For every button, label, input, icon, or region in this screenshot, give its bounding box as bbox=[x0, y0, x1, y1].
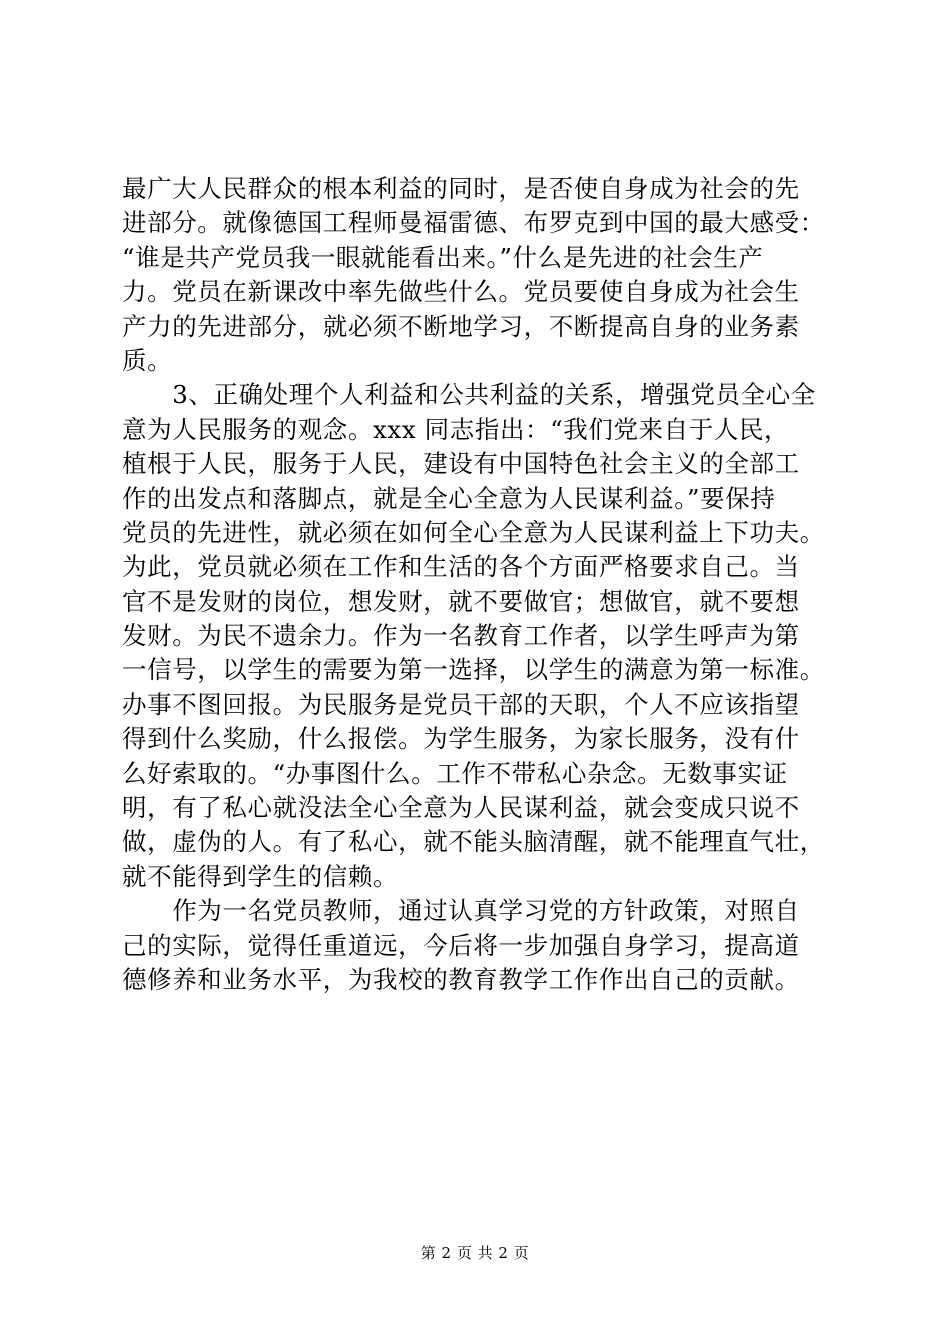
text-line: 就不能得到学生的信赖。 bbox=[122, 861, 399, 891]
text-line: 最广大人民群众的根本利益的同时，是否使自身成为社会的先 bbox=[122, 174, 800, 203]
text-line: 己的实际，觉得任重道远，今后将一步加强自身学习，提高道 bbox=[122, 930, 800, 960]
text-line: “谁是共产党员我一眼就能看出来。”什么是先进的社会生产 bbox=[122, 242, 764, 272]
text-line: 办事不图回报。为民服务是党员干部的天职，个人不应该指望 bbox=[122, 689, 800, 719]
text-line: 官不是发财的岗位，想发财，就不要做官；想做官，就不要想 bbox=[122, 586, 800, 616]
text-line: 意为人民服务的观念。xxx 同志指出：“我们党来自于人民， bbox=[122, 414, 790, 444]
body-text bbox=[122, 172, 842, 997]
text-line: 么好索取的。“办事图什么。工作不带私心杂念。无数事实证 bbox=[122, 758, 788, 788]
text-line: 发财。为民不遗余力。作为一名教育工作者，以学生呼声为第 bbox=[122, 621, 800, 651]
text-line: 质。 bbox=[122, 345, 173, 375]
text-line: 明，有了私心就没法全心全意为人民谋利益，就会变成只说不 bbox=[122, 793, 800, 823]
text-line: 得到什么奖励，什么报偿。为学生服务，为家长服务，没有什 bbox=[122, 724, 800, 754]
text-line: 作的出发点和落脚点，就是全心全意为人民谋利益。”要保持 bbox=[122, 483, 776, 513]
text-line: 作为一名党员教师，通过认真学习党的方针政策，对照自 bbox=[122, 896, 800, 926]
text-line: 做，虚伪的人。有了私心，就不能头脑清醒，就不能理直气壮， bbox=[122, 827, 825, 857]
text-line: 产力的先进部分，就必须不断地学习，不断提高自身的业务素 bbox=[122, 311, 800, 341]
page-number: 第 2 页 共 2 页 bbox=[420, 1244, 530, 1262]
page-footer bbox=[0, 1243, 950, 1263]
text-line: 力。党员在新课改中率先做些什么。党员要使自身成为社会生 bbox=[122, 277, 800, 307]
text-line: 3、正确处理个人利益和公共利益的关系，增强党员全心全 bbox=[122, 380, 816, 410]
text-line: 一信号，以学生的需要为第一选择，以学生的满意为第一标准。 bbox=[122, 655, 825, 685]
text-line: 为此，党员就必须在工作和生活的各个方面严格要求自己。当 bbox=[122, 552, 800, 582]
text-line: 德修养和业务水平，为我校的教育教学工作作出自己的贡献。 bbox=[122, 964, 800, 994]
text-line: 进部分。就像德国工程师曼福雷德、布罗克到中国的最大感受： bbox=[122, 208, 825, 238]
text-line: 党员的先进性，就必须在如何全心全意为人民谋利益上下功夫。 bbox=[122, 517, 825, 547]
text-line: 植根于人民，服务于人民，建设有中国特色社会主义的全部工 bbox=[122, 449, 800, 479]
